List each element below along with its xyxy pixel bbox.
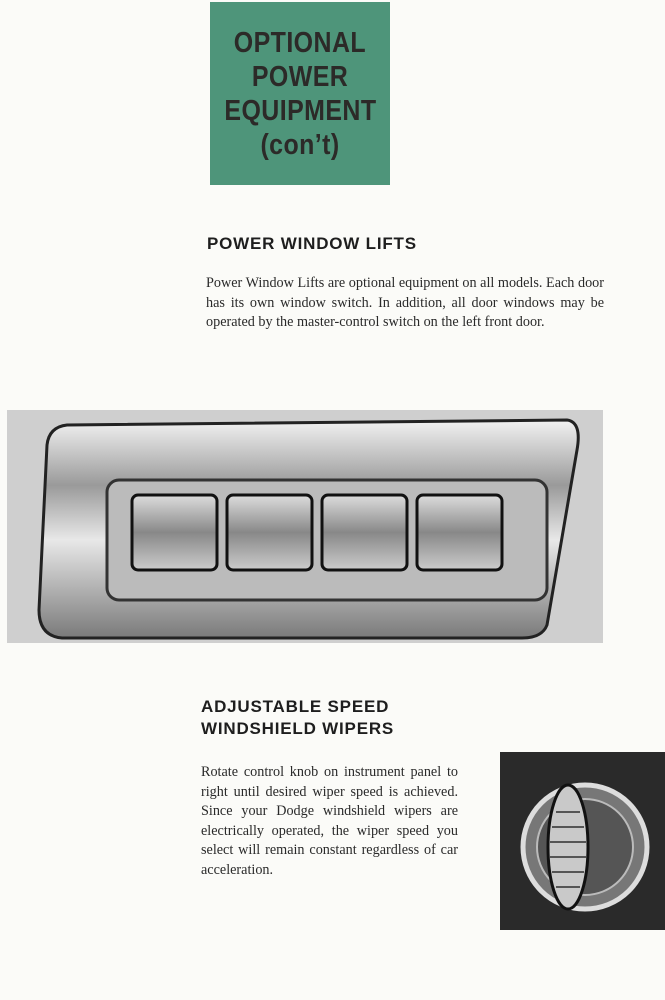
wipers-heading <box>201 696 394 740</box>
power-window-text: Power Window Lifts are optional equipment on all models. Each door has its own window switch. In addition, all door windows may be operated by the master-control switch on the left front door. <box>206 275 604 330</box>
banner-line: POWER <box>251 60 349 93</box>
wipers-heading-line: WINDSHIELD WIPERS <box>201 719 395 738</box>
wipers-text: Rotate control knob on instrument panel to right until desired wiper speed is achieved. Since your Dodge windshield wipers are electrically operated, the wiper speed you select will remain constant regardless of car acceleration. <box>201 764 458 878</box>
power-window-heading: POWER WINDOW LIFTS <box>207 234 417 253</box>
banner-line: OPTIONAL <box>233 26 367 59</box>
wiper-knob-illustration <box>500 752 665 930</box>
banner-line: (con’t) <box>260 128 340 161</box>
section-banner <box>210 2 390 185</box>
window-switch-illustration <box>7 410 603 643</box>
banner-line: EQUIPMENT <box>223 94 377 127</box>
wipers-heading-line: ADJUSTABLE SPEED <box>201 697 390 716</box>
